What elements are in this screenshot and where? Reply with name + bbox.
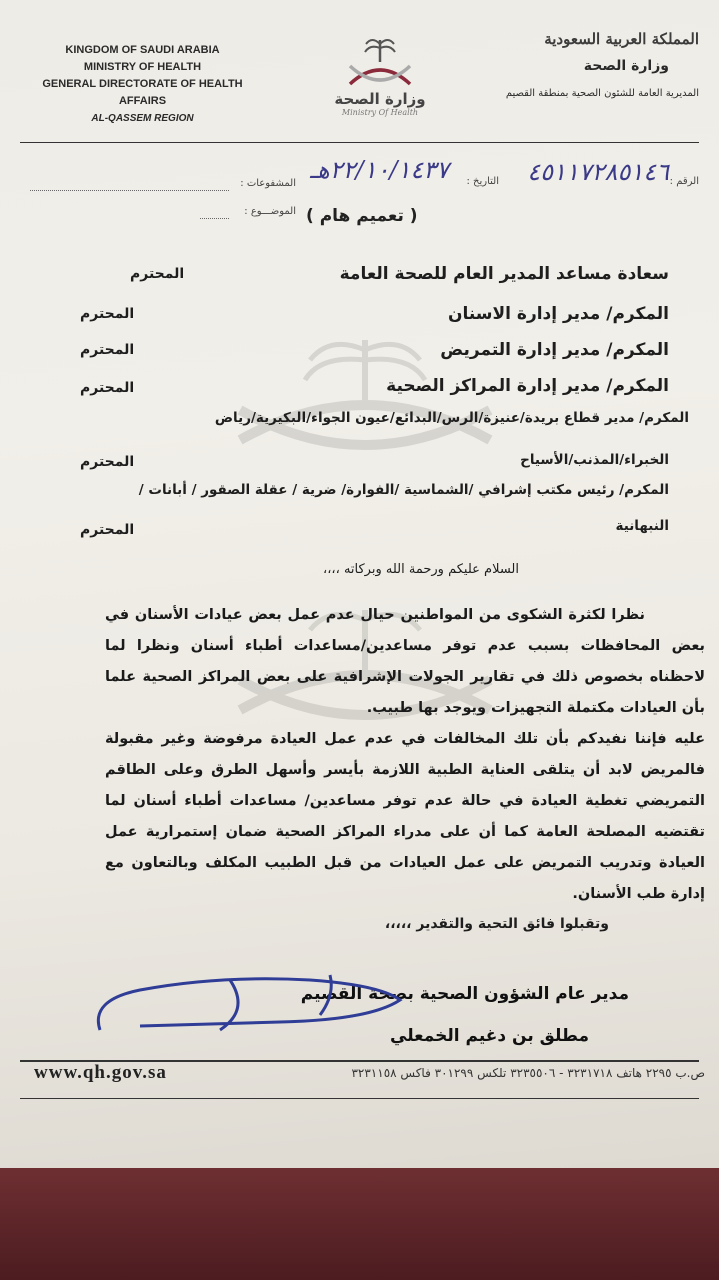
date-label: التاريخ : — [466, 176, 499, 187]
attachments-line — [30, 190, 229, 191]
header-divider — [20, 142, 699, 143]
addressee-office-line: النبهانية — [615, 518, 669, 534]
logo-ar-text: وزارة الصحة — [334, 90, 426, 108]
closing-line: وتقبلوا فائق التحية والتقدير ،،،،، — [384, 916, 609, 932]
header-ar-ministry: وزارة الصحة — [583, 58, 669, 74]
header-en-line: KINGDOM OF SAUDI ARABIA — [65, 44, 220, 56]
addressee-line: سعادة مساعد المدير العام للصحة العامة — [339, 264, 669, 284]
meta-row-number-date — [20, 156, 699, 192]
addressee-line: المكرم/ مدير إدارة التمريض — [440, 340, 669, 360]
header-english — [30, 42, 255, 127]
addressee-line: المكرم/ مدير إدارة المراكز الصحية — [386, 376, 669, 396]
addressee-respect: المحترم — [80, 454, 135, 470]
ministry-logo — [330, 34, 430, 124]
circular-title: ( تعميم هام ) — [306, 206, 418, 226]
footer-contact: ص.ب ٢٢٩٥ هاتف ٣٢٣١٧١٨ - ٣٢٣٥٥٠٦ تلكس ٣٠١٢٩٩ فاكس ٣٢٣١١٥٨ — [351, 1066, 705, 1080]
addressee-respect: المحترم — [80, 342, 135, 358]
letter-body — [105, 600, 705, 910]
header-ar-kingdom: المملكة العربية السعودية — [544, 30, 699, 48]
header-en-line: GENERAL DIRECTORATE OF HEALTH AFFAIRS — [42, 78, 243, 107]
addressee-sector-line: الخبراء/المذنب/الأسياح — [520, 452, 669, 468]
addressee-respect: المحترم — [80, 306, 135, 322]
addressee-respect: المحترم — [80, 522, 135, 538]
handwritten-signature-icon — [80, 960, 420, 1050]
addressee-line: المكرم/ مدير إدارة الاسنان — [447, 304, 669, 324]
addressee-sector-line: المكرم/ مدير قطاع بريدة/عنيزة/الرس/البدائع/عيون الجواء/البكيرية/رياض — [214, 410, 689, 426]
attachments-label: المشفوعات : — [240, 178, 296, 189]
logo-en-text: Ministry Of Health — [341, 108, 419, 117]
addressee-respect: المحترم — [80, 380, 135, 396]
greeting: السلام عليكم ورحمة الله وبركاته ،،،، — [323, 562, 519, 577]
number-label: الرقم : — [669, 176, 699, 187]
paragraph: عليه فإننا نفيدكم بأن تلك المخالفات في عدم عمل العيادة مرفوضة وغير مقبولة فالمريض لابد أن يتلقى العناية الطبية اللازمة بأيسر وأسهل الطرق وعلى الطاقم التمريضي تغطية العيادة في حالة عدم توفر مساعدين/ مساعدات أطباء أسنان لما تقتضيه المصلحة العامة كما أن على مدراء المراكز الصحية ضمان إستمرارية عمل العيادة وتدريب التمريض على عمل العيادات من قبل الطبيب المكلف وبالتعاون مع إدارة طب الأسنان. — [105, 731, 705, 902]
palm-swords-logo-icon — [340, 34, 420, 92]
number-value: ٤٥١١٧٢٨٥١٤٦ — [527, 158, 669, 186]
footer-website: www.qh.gov.sa — [34, 1062, 167, 1083]
signature-name: مطلق بن دغيم الخمعلي — [390, 1026, 589, 1046]
table-surface — [0, 1168, 719, 1280]
header-en-line: MINISTRY OF HEALTH — [83, 61, 202, 73]
subject-label: الموضـــوع : — [244, 206, 296, 217]
paragraph: نظرا لكثرة الشكوى من المواطنين حيال عدم عمل بعض عيادات الأسنان في بعض المحافظات بسبب عدم توفر مساعدين/مساعدات أطباء أسنان ونظرا لما لاحظناه بخصوص ذلك في تقارير الجولات الإشرافية على بعض المراكز الصحية علما بأن العيادات مكتملة التجهيزات ويوجد بها طبيب. — [105, 607, 705, 716]
header-en-region: AL-QASSEM REGION — [91, 113, 194, 124]
date-value: ٢٢/١٠/١٤٣٧هـ — [310, 156, 449, 184]
addressee-office-line: المكرم/ رئيس مكتب إشرافي /الشماسية /الفوارة/ ضرية / عقلة الصقور / أبانات / — [138, 482, 669, 498]
signature-title: مدير عام الشؤون الصحية بصحة القصيم — [300, 984, 629, 1004]
header-arabic — [499, 30, 699, 99]
addressee-respect: المحترم — [130, 266, 185, 282]
header-ar-directorate: المديرية العامة للشئون الصحية بمنطقة القصيم — [505, 88, 699, 99]
subject-line — [200, 218, 229, 219]
